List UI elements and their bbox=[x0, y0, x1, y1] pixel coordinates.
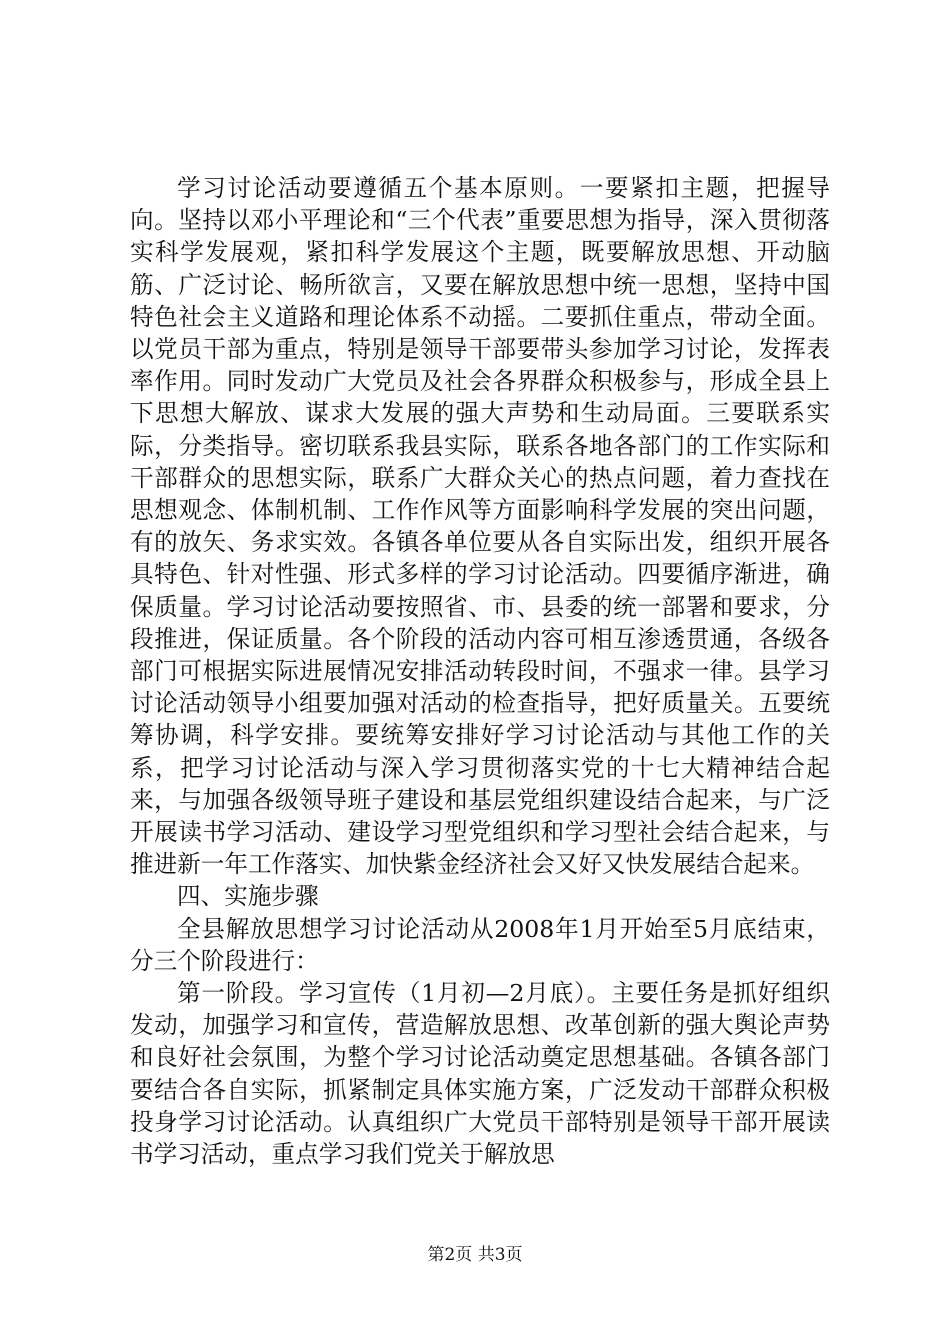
paragraph-schedule: 全县解放思想学习讨论活动从2008年1月开始至5月底结束，分三个阶段进行： bbox=[130, 914, 830, 975]
page-footer: 第2页 共3页 bbox=[427, 1245, 523, 1265]
document-body bbox=[130, 172, 830, 1170]
paragraph-phase-one: 第一阶段。学习宣传（1月初—2月底）。主要任务是抓好组织发动，加强学习和宣传，营造解放思想、改革创新的强大舆论声势和良好社会氛围，为整个学习讨论活动奠定思想基础。各镇各部门要结合各自实际，抓紧制定具体实施方案，广泛发动干部群众积极投身学习讨论活动。认真组织广大党员干部特别是领导干部开展读书学习活动，重点学习我们党关于解放思 bbox=[130, 979, 830, 1169]
paragraph-principles: 学习讨论活动要遵循五个基本原则。一要紧扣主题，把握导向。坚持以邓小平理论和“三个代表”重要思想为指导，深入贯彻落实科学发展观，紧扣科学发展这个主题，既要解放思想、开动脑筋、广泛讨论、畅所欲言，又要在解放思想中统一思想，坚持中国特色社会主义道路和理论体系不动摇。二要抓住重点，带动全面。以党员干部为重点，特别是领导干部要带头参加学习讨论，发挥表率作用。同时发动广大党员及社会各界群众积极参与，形成全县上下思想大解放、谋求大发展的强大声势和生动局面。三要联系实际，分类指导。密切联系我县实际，联系各地各部门的工作实际和干部群众的思想实际，联系广大群众关心的热点问题，着力查找在思想观念、体制机制、工作作风等方面影响科学发展的突出问题，有的放矢、务求实效。各镇各单位要从各自实际出发，组织开展各具特色、针对性强、形式多样的学习讨论活动。四要循序渐进，确保质量。学习讨论活动要按照省、市、县委的统一部署和要求，分段推进，保证质量。各个阶段的活动内容可相互渗透贯通，各级各部门可根据实际进展情况安排活动转段时间，不强求一律。县学习讨论活动领导小组要加强对活动的检查指导，把好质量关。五要统筹协调，科学安排。要统筹安排好学习讨论活动与其他工作的关系，把学习讨论活动与深入学习贯彻落实党的十七大精神结合起来，与加强各级领导班子建设和基层党组织建设结合起来，与广泛开展读书学习活动、建设学习型党组织和学习型社会结合起来，与推进新一年工作落实、加快紫金经济社会又好又快发展结合起来。 bbox=[130, 174, 830, 879]
section-heading-implementation-steps: 四、实施步骤 bbox=[177, 882, 319, 911]
